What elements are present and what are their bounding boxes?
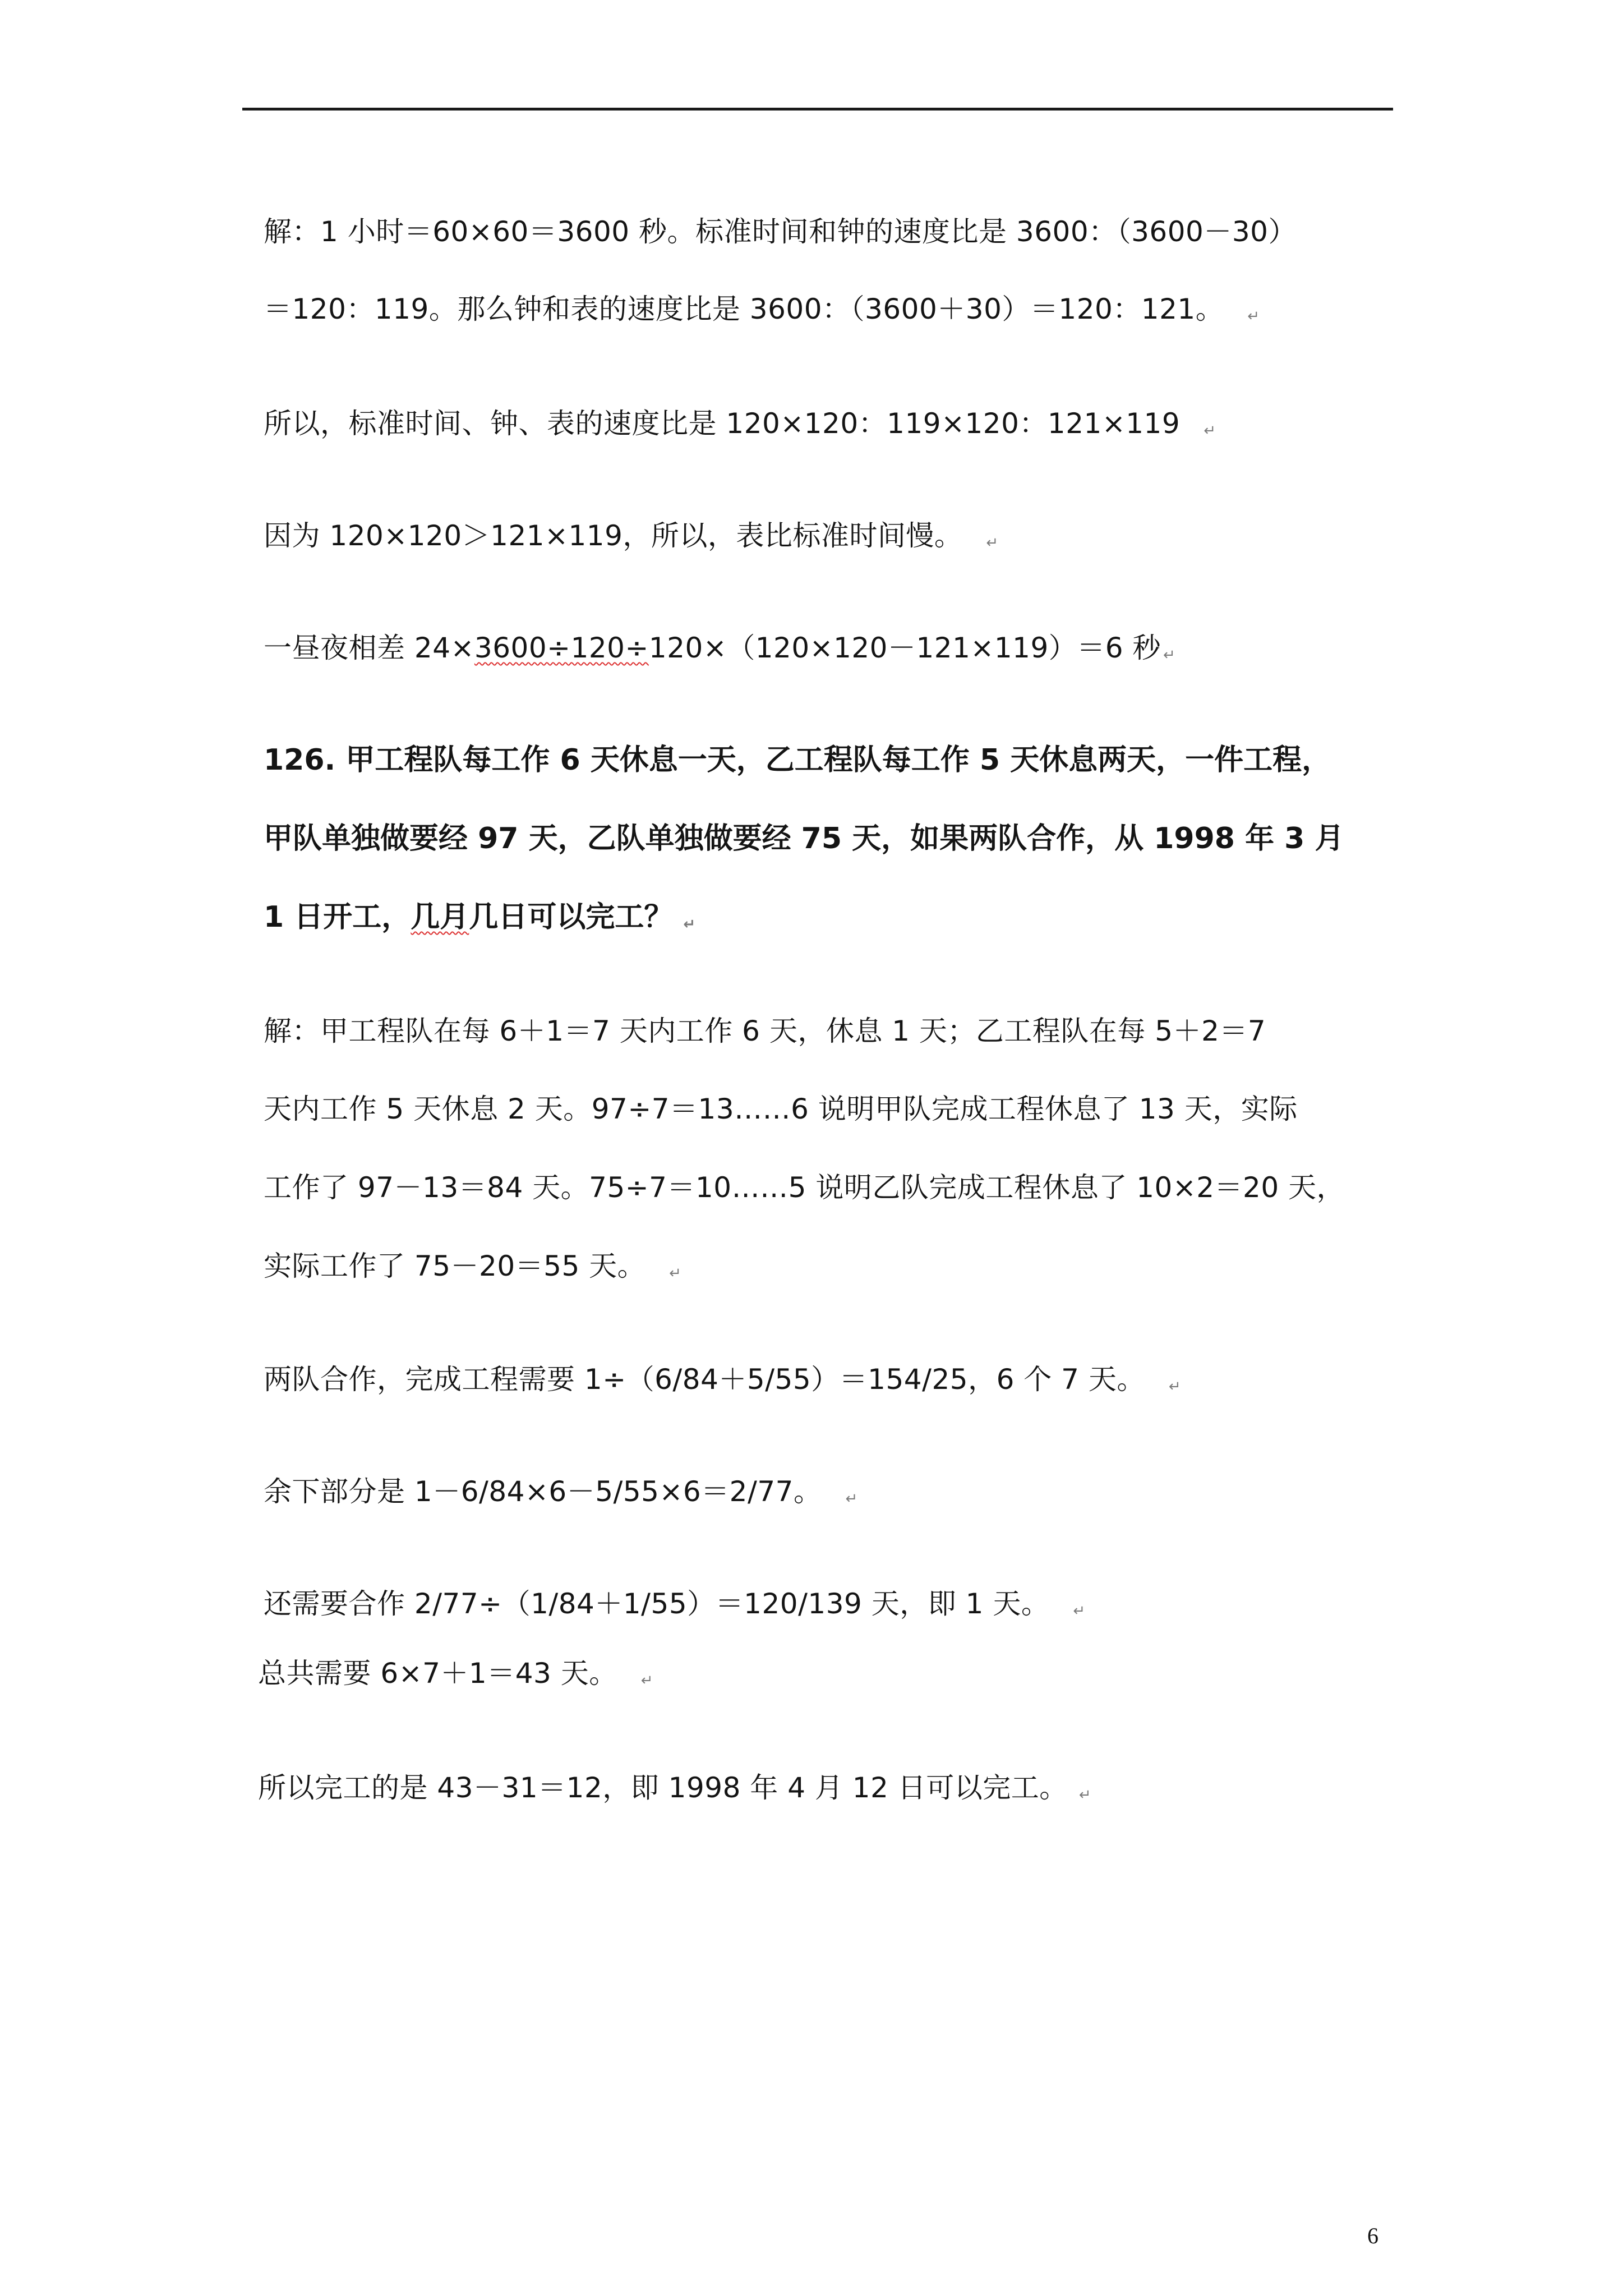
- line-text: 工作了 97－13＝84 天。75÷7＝10……5 说明乙队完成工程休息了 10×2＝20 天，: [264, 1171, 1345, 1204]
- line-text: 解：甲工程队在每 6＋1＝7 天内工作 6 天，休息 1 天；乙工程队在每 5＋2＝7: [264, 1015, 1266, 1047]
- solution-125-line-2: [264, 291, 1260, 328]
- solution-126-line-8: [258, 1655, 653, 1692]
- solution-125-line-1: [264, 213, 1297, 250]
- line-text: 两队合作，完成工程需要 1÷（6/84＋5/55）＝154/25，6 个 7 天。: [264, 1363, 1145, 1396]
- solution-125-line-5: [264, 629, 1175, 666]
- line-text: ＝120：119。那么钟和表的速度比是 3600：（3600＋30）＝120：121。: [264, 293, 1224, 325]
- solution-125-line-3: [264, 405, 1216, 442]
- line-text: 几日可以完工？: [469, 900, 674, 934]
- paragraph-mark-icon: ↵: [1078, 1787, 1092, 1803]
- paragraph-mark-icon: ↵: [1163, 647, 1176, 664]
- problem-126-line-1: [264, 742, 1331, 779]
- spellcheck-underline: 3600÷120÷: [474, 632, 649, 664]
- paragraph-mark-icon: ↵: [845, 1490, 858, 1507]
- line-text: 解：1 小时＝60×60＝3600 秒。标准时间和钟的速度比是 3600：（3600－30）: [264, 215, 1297, 248]
- line-text: 所以完工的是 43－31＝12，即 1998 年 4 月 12 日可以完工。: [258, 1772, 1068, 1804]
- solution-126-line-7: [264, 1585, 1086, 1622]
- line-text: 还需要合作 2/77÷（1/84＋1/55）＝120/139 天，即 1 天。: [264, 1588, 1050, 1620]
- line-text: 所以，标准时间、钟、表的速度比是 120×120：119×120：121×119: [264, 407, 1181, 440]
- paragraph-mark-icon: ↵: [669, 1265, 682, 1282]
- paragraph-mark-icon: ↵: [1204, 422, 1216, 439]
- solution-126-line-3: [264, 1169, 1345, 1206]
- line-text: 120×（120×120－121×119）＝6 秒: [648, 632, 1161, 664]
- line-text: 1 日开工，: [264, 900, 411, 934]
- spellcheck-underline: 几月: [411, 900, 469, 934]
- line-text: 总共需要 6×7＋1＝43 天。: [258, 1657, 617, 1690]
- paragraph-mark-icon: ↵: [683, 916, 696, 933]
- paragraph-mark-icon: ↵: [986, 535, 999, 551]
- line-text: 一昼夜相差 24×: [264, 632, 474, 664]
- line-text: 甲队单独做要经 97 天，乙队单独做要经 75 天，如果两队合作，从 1998 年 3 月: [264, 822, 1344, 855]
- paragraph-mark-icon: ↵: [1073, 1603, 1086, 1619]
- problem-126-line-3: [264, 899, 695, 936]
- line-text: 天内工作 5 天休息 2 天。97÷7＝13……6 说明甲队完成工程休息了 13 天，实际: [264, 1093, 1298, 1125]
- paragraph-mark-icon: ↵: [1168, 1378, 1182, 1395]
- line-text: 因为 120×120＞121×119，所以，表比标准时间慢。: [264, 519, 963, 552]
- page-number: 6: [1367, 2223, 1378, 2248]
- problem-126-line-2: [264, 820, 1344, 857]
- solution-126-line-2: [264, 1091, 1298, 1128]
- solution-126-line-6: [264, 1473, 858, 1510]
- solution-126-line-1: [264, 1013, 1266, 1050]
- solution-126-line-9: [258, 1769, 1091, 1806]
- solution-126-line-5: [264, 1361, 1181, 1398]
- paragraph-mark-icon: ↵: [640, 1672, 654, 1689]
- line-text: 余下部分是 1－6/84×6－5/55×6＝2/77。: [264, 1475, 822, 1508]
- line-text: 实际工作了 75－20＝55 天。: [264, 1250, 646, 1282]
- solution-125-line-4: [264, 517, 999, 554]
- solution-126-line-4: [264, 1248, 681, 1285]
- paragraph-mark-icon: ↵: [1247, 308, 1260, 325]
- line-text: 126. 甲工程队每工作 6 天休息一天，乙工程队每工作 5 天休息两天，一件工程，: [264, 743, 1331, 777]
- header-rule: [242, 108, 1393, 111]
